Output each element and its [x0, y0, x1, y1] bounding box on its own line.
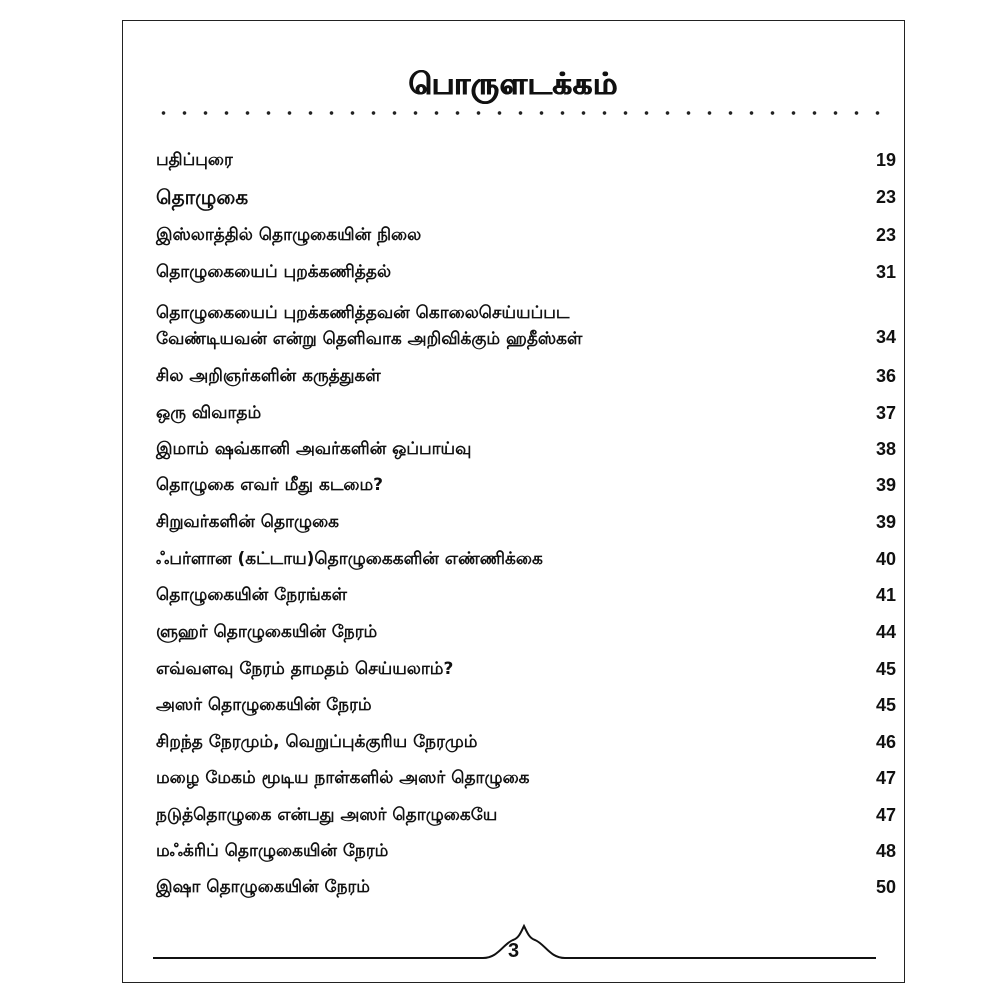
- toc-entry-page: 48: [875, 841, 896, 861]
- toc-entry-title: இமாம் ஷவ்கானி அவர்களின் ஒப்பாய்வு: [156, 439, 472, 459]
- toc-entry-title: ஒரு விவாதம்: [156, 403, 262, 423]
- page-frame: [122, 20, 905, 983]
- toc-entry-page: 44: [875, 622, 896, 642]
- toc-entry-page: 39: [875, 475, 896, 495]
- toc-entry-page: 39: [875, 512, 896, 532]
- toc-entry-page: 36: [875, 366, 896, 386]
- toc-entry-page: 45: [875, 659, 896, 679]
- toc-entry-page: 23: [875, 187, 896, 207]
- toc-entry-page: 45: [875, 695, 896, 715]
- page-footer: [153, 922, 874, 970]
- toc-entry-page: 50: [875, 877, 896, 897]
- toc-entry-title: சில அறிஞர்களின் கருத்துகள்: [156, 366, 381, 386]
- toc-entry-page: 37: [875, 403, 896, 423]
- toc-entry-title: அஸர் தொழுகையின் நேரம்: [156, 695, 372, 715]
- toc-entry-title: தொழுகையைப் புறக்கணித்தல்: [156, 262, 392, 282]
- table-of-contents: [123, 21, 904, 982]
- toc-entry-title: ளுஹர் தொழுகையின் நேரம்: [156, 622, 378, 642]
- toc-entry-title: நடுத்தொழுகை என்பது அஸர் தொழுகையே: [156, 805, 498, 825]
- toc-entry-page: 31: [875, 262, 896, 282]
- toc-entry-title: மஃக்ரிப் தொழுகையின் நேரம்: [156, 841, 389, 861]
- toc-entry-title: இஸ்லாத்தில் தொழுகையின் நிலை: [156, 225, 422, 245]
- page-number: 3: [507, 940, 520, 962]
- toc-entry-page: 34: [875, 327, 896, 347]
- page-title: பொருளடக்கம்: [408, 67, 619, 102]
- toc-entry-title: சிறுவர்களின் தொழுகை: [156, 512, 340, 532]
- toc-entry-title: தொழுகை எவர் மீது கடமை?: [156, 475, 383, 495]
- toc-entry-title-line2: வேண்டியவன் என்று தெளிவாக அறிவிக்கும் ஹதீஸ்கள்: [156, 329, 583, 349]
- toc-entry-page: 38: [875, 439, 896, 459]
- toc-entry-page: 47: [875, 805, 896, 825]
- toc-entry-title: இஷா தொழுகையின் நேரம்: [156, 877, 370, 897]
- toc-entry-title: பதிப்புரை: [156, 150, 233, 170]
- toc-entry-page: 19: [875, 150, 896, 170]
- toc-entry-title: தொழுகை: [156, 185, 249, 209]
- toc-entry-page: 41: [875, 585, 896, 605]
- toc-entry-title: ஃபர்ளான (கட்டாய)தொழுகைகளின் எண்ணிக்கை: [156, 549, 543, 569]
- toc-entry-page: 23: [875, 225, 896, 245]
- toc-entry-title: சிறந்த நேரமும், வெறுப்புக்குரிய நேரமும்: [156, 732, 478, 752]
- toc-entry-title: தொழுகையின் நேரங்கள்: [156, 585, 348, 605]
- toc-entry-title: எவ்வளவு நேரம் தாமதம் செய்யலாம்?: [156, 659, 454, 679]
- toc-entry-page: 47: [875, 768, 896, 788]
- toc-entry-title: தொழுகையைப் புறக்கணித்தவன் கொலைசெய்யப்பட: [156, 303, 570, 323]
- toc-entry-page: 40: [875, 549, 896, 569]
- toc-entry-page: 46: [875, 732, 896, 752]
- toc-entry-title: மழை மேகம் மூடிய நாள்களில் அஸர் தொழுகை: [156, 768, 530, 788]
